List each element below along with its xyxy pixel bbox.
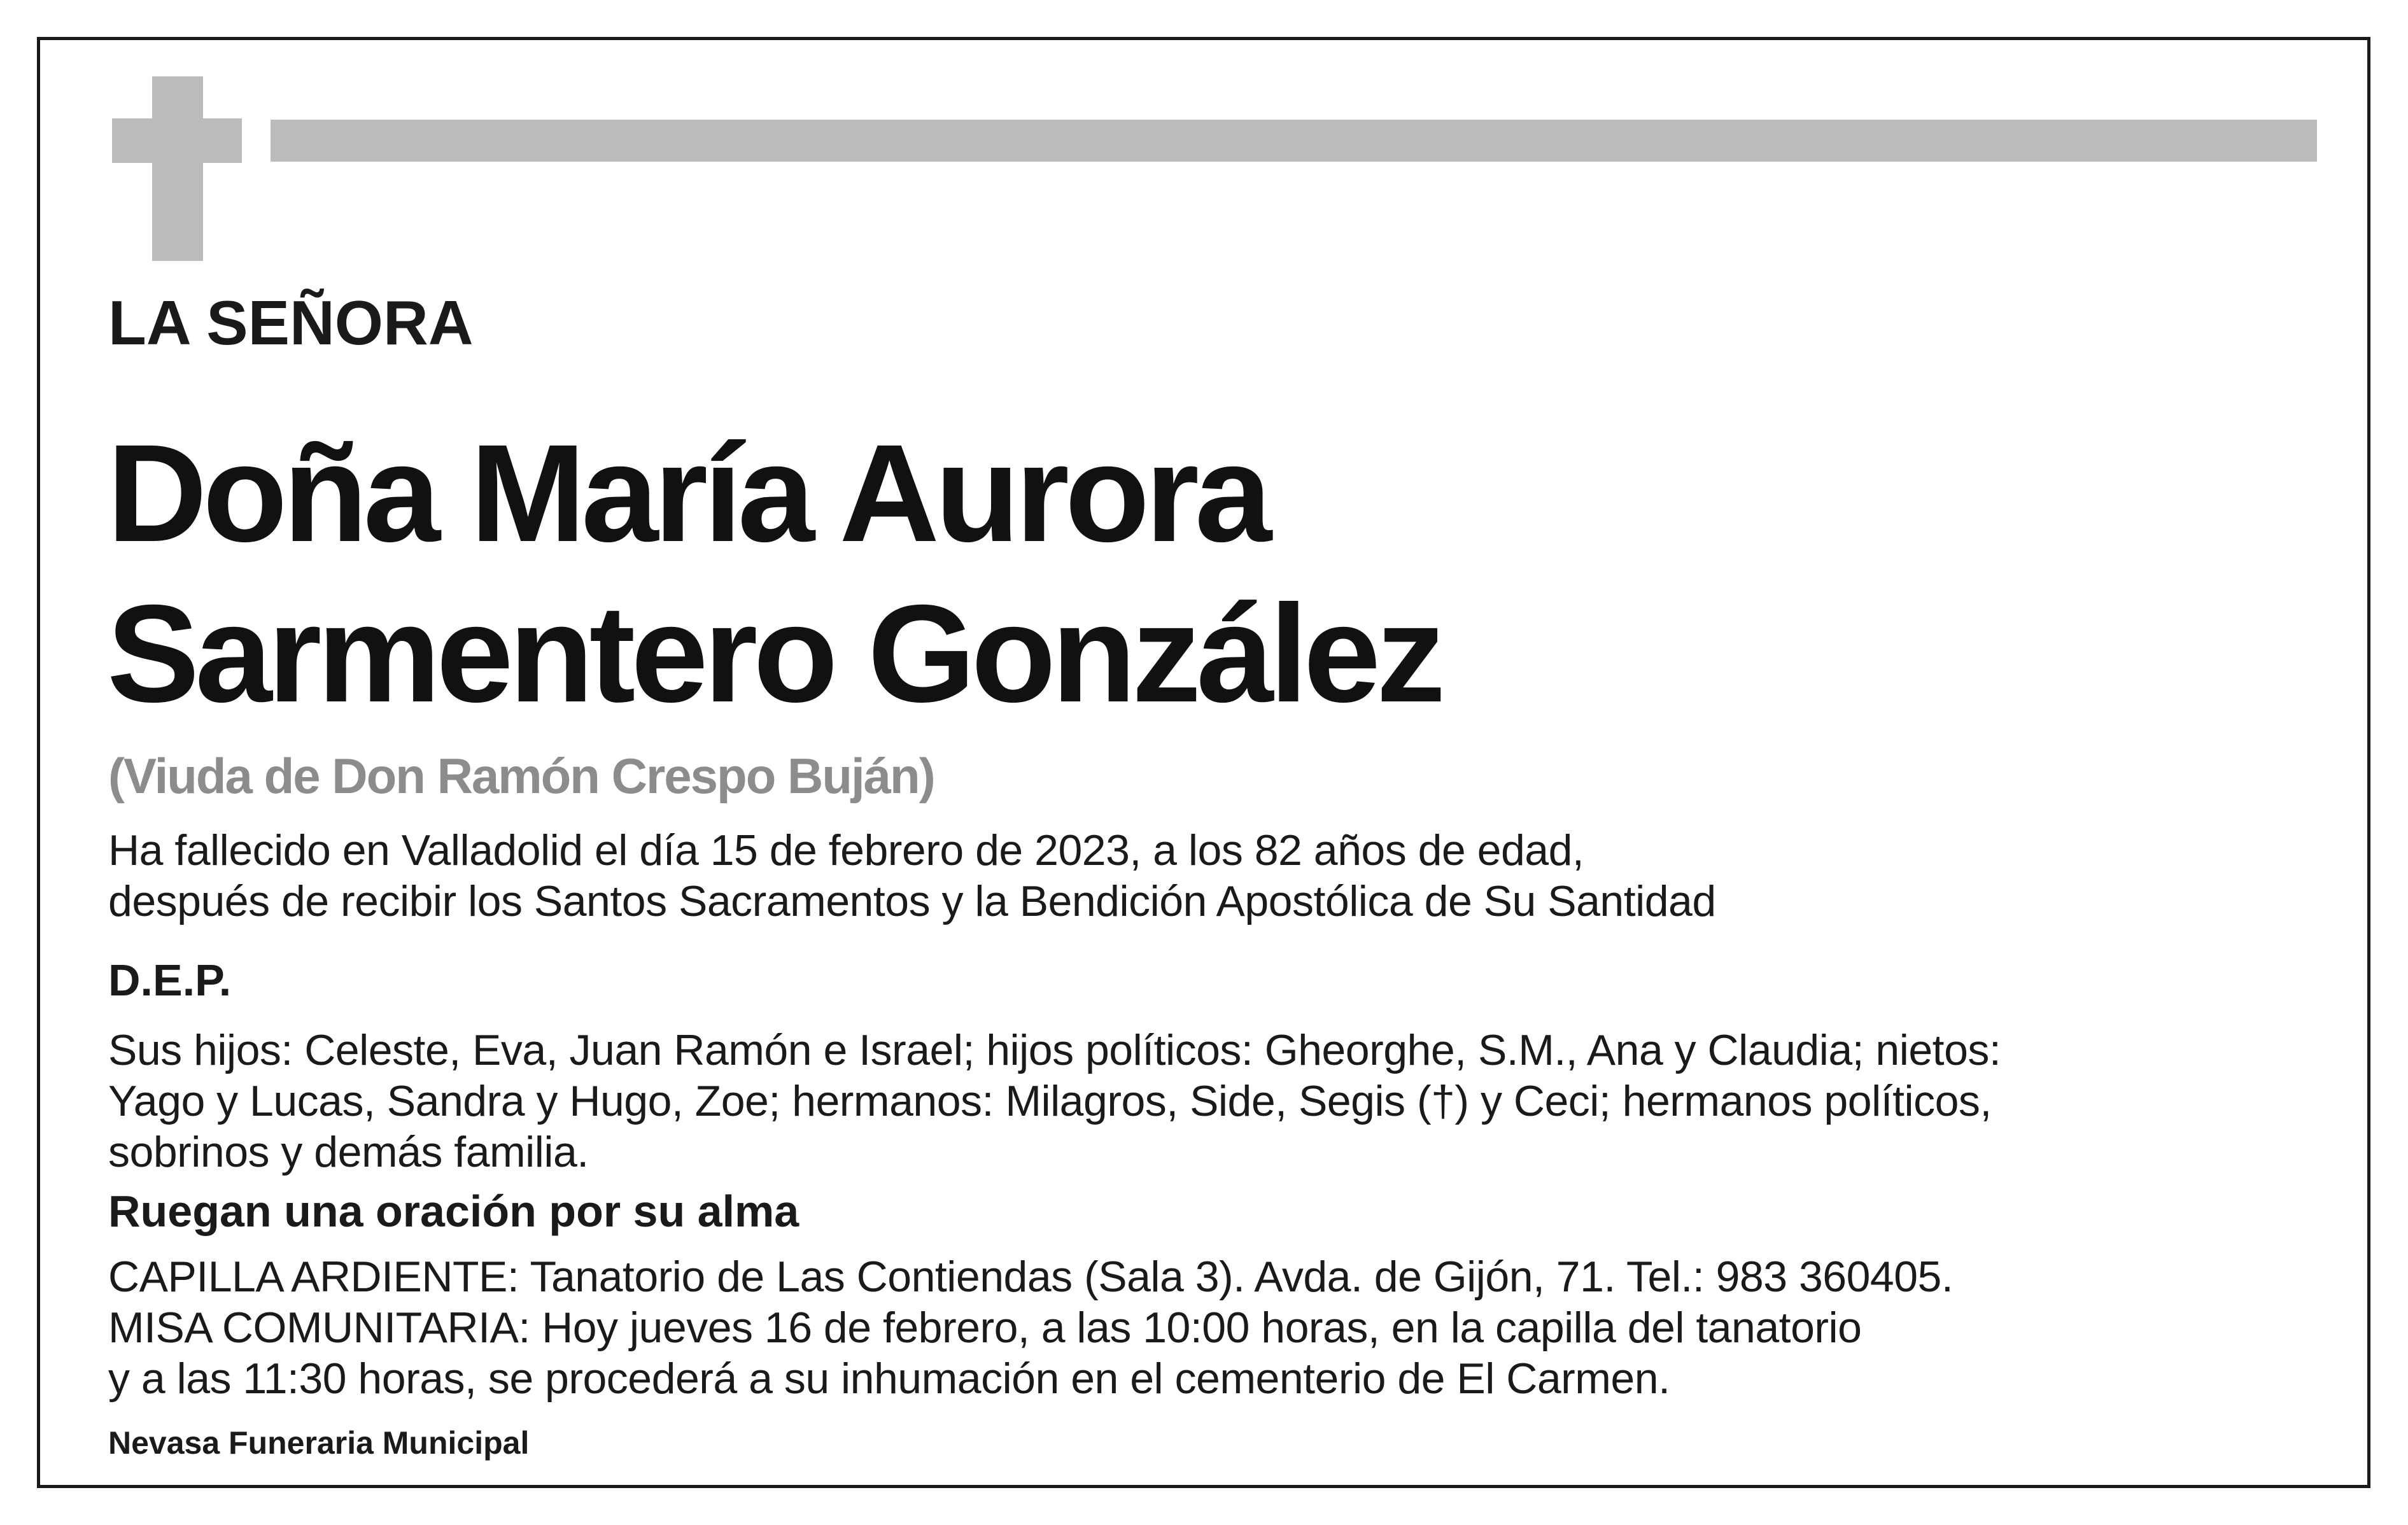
text-line: CAPILLA ARDIENTE: Tanatorio de Las Contiendas (Sala 3). Avda. de Gijón, 71. Tel.: 983 360405.	[108, 1253, 1954, 1301]
prayer-request: Ruegan una oración por su alma	[108, 1186, 799, 1236]
funeral-home: Nevasa Funeraria Municipal	[108, 1425, 530, 1461]
rip-label: D.E.P.	[108, 955, 232, 1005]
service-details	[108, 1251, 1953, 1404]
cross-vertical-bar	[152, 76, 203, 261]
name-line: Sarmentero González	[107, 577, 1442, 731]
family-list	[108, 1025, 2001, 1177]
header-rule	[271, 120, 2317, 162]
text-line: después de recibir los Santos Sacramentos y la Bendición Apostólica de Su Santidad	[108, 877, 1716, 925]
deceased-name	[107, 414, 2207, 734]
text-line: Sus hijos: Celeste, Eva, Juan Ramón e Israel; hijos políticos: Gheorghe, S.M., Ana y Claudia; nietos:	[108, 1026, 2001, 1074]
honorific: LA SEÑORA	[108, 288, 474, 358]
widow-of: (Viuda de Don Ramón Crespo Buján)	[108, 748, 934, 804]
text-line: Ha fallecido en Valladolid el día 15 de febrero de 2023, a los 82 años de edad,	[108, 826, 1584, 875]
text-line: Yago y Lucas, Sandra y Hugo, Zoe; hermanos: Milagros, Side, Segis (†) y Ceci; hermanos políticos,	[108, 1077, 1992, 1125]
text-line: sobrinos y demás familia.	[108, 1128, 589, 1176]
cross-horizontal-bar	[112, 118, 242, 163]
death-announcement	[108, 825, 1716, 927]
text-line: MISA COMUNITARIA: Hoy jueves 16 de febrero, a las 10:00 horas, en la capilla del tanatorio	[108, 1304, 1862, 1352]
name-line: Doña María Aurora	[107, 416, 1268, 571]
text-line: y a las 11:30 horas, se procederá a su inhumación en el cementerio de El Carmen.	[108, 1354, 1670, 1403]
